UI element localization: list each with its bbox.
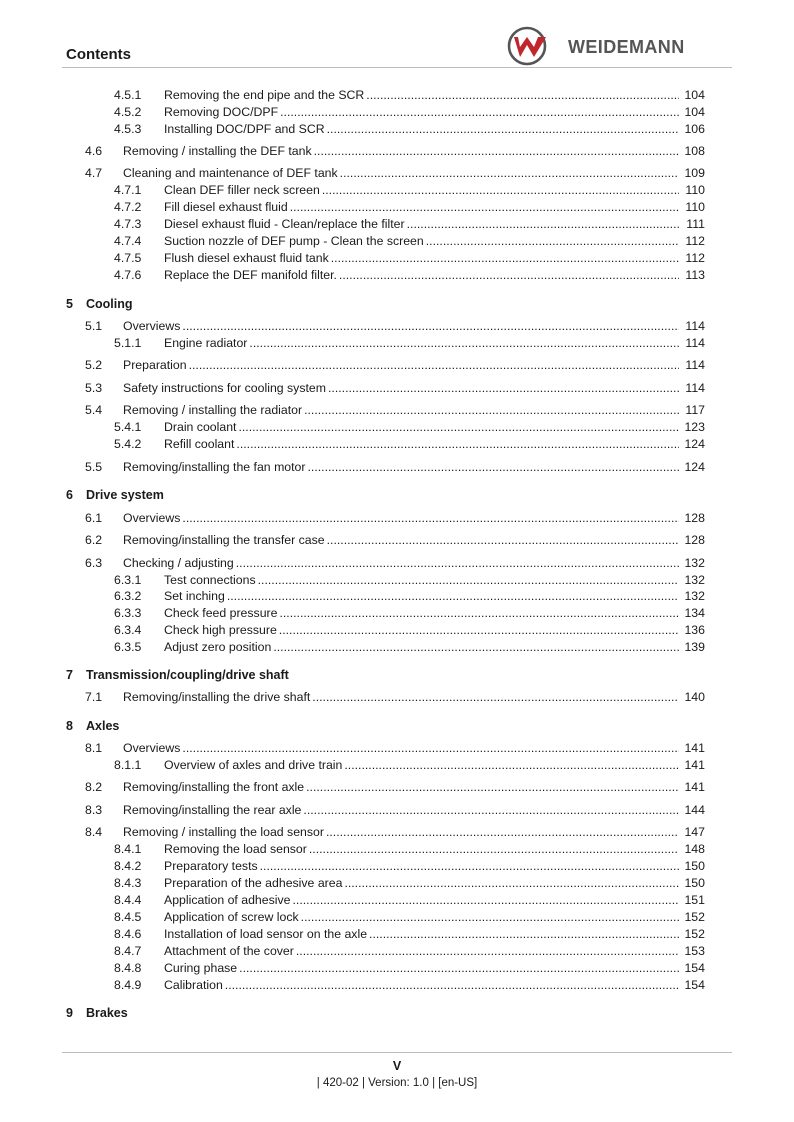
toc-section-entry[interactable] <box>85 802 705 819</box>
dot-leader <box>273 639 679 656</box>
page-reference: 110 <box>685 183 705 197</box>
chapter-title: Drive system <box>86 488 164 502</box>
dot-leader <box>426 233 679 250</box>
section-number: 6.3.4 <box>114 623 142 637</box>
entry-leader-line <box>123 740 705 757</box>
section-number: 6.3.1 <box>114 573 142 587</box>
entry-leader-line <box>123 802 705 819</box>
toc-subsection-entry[interactable] <box>114 199 705 216</box>
entry-leader-line <box>164 250 705 267</box>
entry-leader-line <box>164 216 705 233</box>
dot-leader <box>182 318 679 335</box>
entry-leader-line <box>123 510 705 527</box>
page-reference: 104 <box>684 105 705 119</box>
section-number: 7.1 <box>85 690 103 704</box>
section-number: 4.7.5 <box>114 251 142 265</box>
chapter-title: Transmission/coupling/drive shaft <box>86 668 289 682</box>
section-number: 8.2 <box>85 780 103 794</box>
entry-leader-line <box>164 622 705 639</box>
entry-leader-line <box>123 824 705 841</box>
chapter-number: 9 <box>66 1006 73 1020</box>
toc-subsection-entry[interactable] <box>114 87 705 104</box>
dot-leader <box>339 267 679 284</box>
toc-section-entry[interactable] <box>85 357 705 374</box>
page-reference: 139 <box>684 640 705 654</box>
section-number: 4.7.2 <box>114 200 142 214</box>
section-number: 8.4.1 <box>114 842 142 856</box>
page-reference: 154 <box>684 978 705 992</box>
section-number: 8.4 <box>85 825 103 839</box>
entry-leader-line <box>164 605 705 622</box>
page-reference: 123 <box>684 420 705 434</box>
page-reference: 114 <box>685 381 705 395</box>
section-title: Refill coolant <box>164 437 235 451</box>
dot-leader <box>182 510 679 527</box>
dot-leader <box>322 182 679 199</box>
section-title: Installation of load sensor on the axle <box>164 927 368 941</box>
page-reference: 136 <box>684 623 705 637</box>
header-rule <box>62 67 732 68</box>
section-number: 5.1 <box>85 319 103 333</box>
toc-section-entry[interactable] <box>85 402 705 419</box>
section-number: 4.5.1 <box>114 88 142 102</box>
page-reference: 128 <box>684 511 705 525</box>
dot-leader <box>238 419 679 436</box>
entry-leader-line <box>123 165 705 182</box>
toc-subsection-entry[interactable] <box>114 960 705 977</box>
section-title: Removing / installing the DEF tank <box>123 144 312 158</box>
dot-leader <box>249 335 679 352</box>
page-reference: 132 <box>684 556 705 570</box>
page-reference: 153 <box>684 944 705 958</box>
section-number: 8.1.1 <box>114 758 142 772</box>
entry-leader-line <box>123 357 705 374</box>
entry-leader-line <box>164 436 705 453</box>
page-reference: 106 <box>684 122 705 136</box>
dot-leader <box>189 357 679 374</box>
entry-leader-line <box>164 419 705 436</box>
toc-subsection-entry[interactable] <box>114 943 705 960</box>
page-header <box>0 0 794 68</box>
page-reference: 110 <box>685 200 705 214</box>
section-title: Preparatory tests <box>164 859 258 873</box>
weidemann-w-icon <box>506 26 550 66</box>
toc-subsection-entry[interactable] <box>114 588 705 605</box>
section-number: 4.7.6 <box>114 268 142 282</box>
section-title: Overviews <box>123 511 181 525</box>
dot-leader <box>301 909 679 926</box>
page-reference: 117 <box>685 403 705 417</box>
section-title: Preparation of the adhesive area <box>164 876 343 890</box>
dot-leader <box>344 757 679 774</box>
page-reference: 147 <box>684 825 705 839</box>
toc-section-entry[interactable] <box>85 165 705 182</box>
toc-subsection-entry[interactable] <box>114 926 705 943</box>
page-reference: 150 <box>684 859 705 873</box>
entry-leader-line <box>164 335 705 352</box>
section-title: Preparation <box>123 358 187 372</box>
entry-leader-line <box>164 199 705 216</box>
chapter-number: 5 <box>66 297 73 311</box>
toc-subsection-entry[interactable] <box>114 909 705 926</box>
toc-subsection-entry[interactable] <box>114 436 705 453</box>
section-number: 4.7.1 <box>114 183 142 197</box>
section-title: Drain coolant <box>164 420 237 434</box>
toc-section-entry[interactable] <box>85 318 705 335</box>
section-number: 4.5.2 <box>114 105 142 119</box>
page-reference: 141 <box>684 780 705 794</box>
section-number: 5.2 <box>85 358 103 372</box>
toc-chapter-heading[interactable] <box>66 666 705 684</box>
page-reference: 150 <box>684 876 705 890</box>
dot-leader <box>326 824 679 841</box>
section-title: Clean DEF filler neck screen <box>164 183 320 197</box>
dot-leader <box>239 960 679 977</box>
section-number: 5.4 <box>85 403 103 417</box>
section-number: 6.2 <box>85 533 103 547</box>
dot-leader <box>258 572 679 589</box>
dot-leader <box>340 165 679 182</box>
section-number: 4.7.3 <box>114 217 142 231</box>
dot-leader <box>327 532 679 549</box>
section-title: Removing the load sensor <box>164 842 307 856</box>
toc-section-entry[interactable] <box>85 510 705 527</box>
section-title: Application of adhesive <box>164 893 291 907</box>
dot-leader <box>309 841 679 858</box>
section-number: 5.4.1 <box>114 420 142 434</box>
toc-subsection-entry[interactable] <box>114 858 705 875</box>
section-title: Overview of axles and drive train <box>164 758 343 772</box>
entry-leader-line <box>164 875 705 892</box>
section-title: Fill diesel exhaust fluid <box>164 200 288 214</box>
section-number: 8.4.3 <box>114 876 142 890</box>
entry-leader-line <box>164 909 705 926</box>
toc-subsection-entry[interactable] <box>114 121 705 138</box>
page-number: V <box>392 1059 402 1073</box>
section-number: 6.1 <box>85 511 103 525</box>
section-title: Safety instructions for cooling system <box>123 381 326 395</box>
page-reference: 114 <box>685 319 705 333</box>
dot-leader <box>344 875 679 892</box>
section-number: 8.4.7 <box>114 944 142 958</box>
toc-chapter-heading[interactable] <box>66 295 705 313</box>
page-reference: 108 <box>684 144 705 158</box>
entry-leader-line <box>123 318 705 335</box>
page-reference: 114 <box>685 336 705 350</box>
section-number: 8.4.9 <box>114 978 142 992</box>
page-reference: 144 <box>684 803 705 817</box>
entry-leader-line <box>164 977 705 994</box>
section-title: Suction nozzle of DEF pump - Clean the screen <box>164 234 424 248</box>
section-number: 6.3.5 <box>114 640 142 654</box>
dot-leader <box>306 779 679 796</box>
section-number: 8.1 <box>85 741 103 755</box>
section-title: Check feed pressure <box>164 606 278 620</box>
toc-section-entry[interactable] <box>85 779 705 796</box>
section-title: Calibration <box>164 978 223 992</box>
page-reference: 109 <box>684 166 705 180</box>
section-title: Overviews <box>123 319 181 333</box>
section-number: 8.4.2 <box>114 859 142 873</box>
section-title: Overviews <box>123 741 181 755</box>
toc-subsection-entry[interactable] <box>114 639 705 656</box>
entry-leader-line <box>123 555 705 572</box>
section-title: Removing/installing the rear axle <box>123 803 302 817</box>
toc-chapter-heading[interactable] <box>66 717 705 735</box>
dot-leader <box>292 892 679 909</box>
page-reference: 112 <box>685 251 705 265</box>
toc-section-entry[interactable] <box>85 143 705 160</box>
toc-subsection-entry[interactable] <box>114 182 705 199</box>
dot-leader <box>279 622 679 639</box>
section-number: 8.4.8 <box>114 961 142 975</box>
section-title: Engine radiator <box>164 336 248 350</box>
page-reference: 154 <box>684 961 705 975</box>
entry-leader-line <box>164 87 705 104</box>
dot-leader <box>331 250 679 267</box>
section-number: 8.4.4 <box>114 893 142 907</box>
section-number: 6.3.3 <box>114 606 142 620</box>
toc-chapter-heading[interactable] <box>66 486 705 504</box>
toc-subsection-entry[interactable] <box>114 757 705 774</box>
dot-leader <box>314 143 679 160</box>
section-title: Removing the end pipe and the SCR <box>164 88 365 102</box>
toc-section-entry[interactable] <box>85 459 705 476</box>
dot-leader <box>225 977 679 994</box>
section-number: 5.1.1 <box>114 336 142 350</box>
page-reference: 140 <box>684 690 705 704</box>
section-title: Attachment of the cover <box>164 944 294 958</box>
section-title: Set inching <box>164 589 225 603</box>
dot-leader <box>327 121 679 138</box>
toc-section-entry[interactable] <box>85 740 705 757</box>
page-reference: 114 <box>685 358 705 372</box>
section-number: 6.3 <box>85 556 103 570</box>
toc-subsection-entry[interactable] <box>114 841 705 858</box>
section-number: 8.3 <box>85 803 103 817</box>
page-reference: 112 <box>685 234 705 248</box>
dot-leader <box>280 104 679 121</box>
section-title: Replace the DEF manifold filter. <box>164 268 337 282</box>
toc-subsection-entry[interactable] <box>114 622 705 639</box>
section-title: Removing / installing the radiator <box>123 403 303 417</box>
toc-subsection-entry[interactable] <box>114 572 705 589</box>
entry-leader-line <box>164 233 705 250</box>
toc-subsection-entry[interactable] <box>114 419 705 436</box>
entry-leader-line <box>123 459 705 476</box>
page-reference: 148 <box>684 842 705 856</box>
section-title: Check high pressure <box>164 623 277 637</box>
dot-leader <box>182 740 679 757</box>
toc-section-entry[interactable] <box>85 824 705 841</box>
page-reference: 141 <box>684 758 705 772</box>
entry-leader-line <box>164 943 705 960</box>
brand-name: WEIDEMANN <box>568 37 685 57</box>
dot-leader <box>236 436 679 453</box>
entry-leader-line <box>164 639 705 656</box>
entry-leader-line <box>164 182 705 199</box>
section-number: 4.5.3 <box>114 122 142 136</box>
dot-leader <box>328 380 679 397</box>
dot-leader <box>369 926 679 943</box>
section-title: Removing DOC/DPF <box>164 105 279 119</box>
entry-leader-line <box>164 892 705 909</box>
toc-chapter-heading[interactable] <box>66 1004 705 1022</box>
dot-leader <box>303 802 679 819</box>
section-number: 5.4.2 <box>114 437 142 451</box>
dot-leader <box>308 459 680 476</box>
toc-section-entry[interactable] <box>85 555 705 572</box>
section-title: Flush diesel exhaust fluid tank <box>164 251 329 265</box>
section-title: Checking / adjusting <box>123 556 234 570</box>
toc-section-entry[interactable] <box>85 380 705 397</box>
page-reference: 134 <box>684 606 705 620</box>
section-title: Removing / installing the load sensor <box>123 825 324 839</box>
entry-leader-line <box>164 572 705 589</box>
entry-leader-line <box>123 402 705 419</box>
toc-subsection-entry[interactable] <box>114 267 705 284</box>
toc-subsection-entry[interactable] <box>114 233 705 250</box>
entry-leader-line <box>123 143 705 160</box>
toc-subsection-entry[interactable] <box>114 104 705 121</box>
toc-subsection-entry[interactable] <box>114 977 705 994</box>
entry-leader-line <box>123 779 705 796</box>
toc-section-entry[interactable] <box>85 689 705 706</box>
section-number: 5.3 <box>85 381 103 395</box>
toc-subsection-entry[interactable] <box>114 875 705 892</box>
page-reference: 111 <box>686 217 705 231</box>
section-title: Diesel exhaust fluid - Clean/replace the filter <box>164 217 405 231</box>
section-number: 4.6 <box>85 144 103 158</box>
page-reference: 152 <box>684 927 705 941</box>
section-number: 8.4.6 <box>114 927 142 941</box>
document-version: | 420-02 | Version: 1.0 | [en-US] <box>316 1077 478 1089</box>
toc-section-entry[interactable] <box>85 532 705 549</box>
toc-subsection-entry[interactable] <box>114 892 705 909</box>
section-number: 4.7 <box>85 166 103 180</box>
toc-subsection-entry[interactable] <box>114 335 705 352</box>
section-title: Test connections <box>164 573 256 587</box>
dot-leader <box>366 87 679 104</box>
dot-leader <box>279 605 679 622</box>
section-title: Removing/installing the front axle <box>123 780 305 794</box>
footer-rule <box>62 1052 732 1053</box>
entry-leader-line <box>123 689 705 706</box>
chapter-number: 8 <box>66 719 73 733</box>
page-reference: 104 <box>684 88 705 102</box>
chapter-number: 7 <box>66 668 73 682</box>
toc-subsection-entry[interactable] <box>114 250 705 267</box>
chapter-title: Brakes <box>86 1006 128 1020</box>
section-title: Adjust zero position <box>164 640 272 654</box>
dot-leader <box>407 216 679 233</box>
entry-leader-line <box>164 267 705 284</box>
page-reference: 124 <box>684 460 705 474</box>
chapter-title: Cooling <box>86 297 133 311</box>
toc-subsection-entry[interactable] <box>114 605 705 622</box>
entry-leader-line <box>164 104 705 121</box>
section-title: Removing/installing the fan motor <box>123 460 306 474</box>
dot-leader <box>290 199 679 216</box>
dot-leader <box>304 402 679 419</box>
dot-leader <box>236 555 679 572</box>
section-title: Removing/installing the drive shaft <box>123 690 311 704</box>
page-reference: 152 <box>684 910 705 924</box>
entry-leader-line <box>164 858 705 875</box>
chapter-title: Axles <box>86 719 120 733</box>
weidemann-logo <box>506 26 728 66</box>
entry-leader-line <box>164 960 705 977</box>
section-title: Removing/installing the transfer case <box>123 533 325 547</box>
page-reference: 124 <box>684 437 705 451</box>
entry-leader-line <box>164 588 705 605</box>
section-title: Application of screw lock <box>164 910 299 924</box>
chapter-number: 6 <box>66 488 73 502</box>
dot-leader <box>312 689 679 706</box>
page-title: Contents <box>66 46 131 63</box>
section-number: 8.4.5 <box>114 910 142 924</box>
section-title: Curing phase <box>164 961 238 975</box>
entry-leader-line <box>164 121 705 138</box>
dot-leader <box>227 588 679 605</box>
entry-leader-line <box>164 926 705 943</box>
entry-leader-line <box>123 380 705 397</box>
page-reference: 113 <box>685 268 705 282</box>
page-reference: 128 <box>684 533 705 547</box>
section-title: Cleaning and maintenance of DEF tank <box>123 166 338 180</box>
dot-leader <box>260 858 679 875</box>
page-reference: 151 <box>684 893 705 907</box>
entry-leader-line <box>164 841 705 858</box>
page-reference: 132 <box>684 573 705 587</box>
dot-leader <box>296 943 679 960</box>
toc-subsection-entry[interactable] <box>114 216 705 233</box>
section-number: 6.3.2 <box>114 589 142 603</box>
section-number: 4.7.4 <box>114 234 142 248</box>
page-reference: 132 <box>684 589 705 603</box>
entry-leader-line <box>164 757 705 774</box>
section-number: 5.5 <box>85 460 103 474</box>
section-title: Installing DOC/DPF and SCR <box>164 122 325 136</box>
entry-leader-line <box>123 532 705 549</box>
page-reference: 141 <box>684 741 705 755</box>
